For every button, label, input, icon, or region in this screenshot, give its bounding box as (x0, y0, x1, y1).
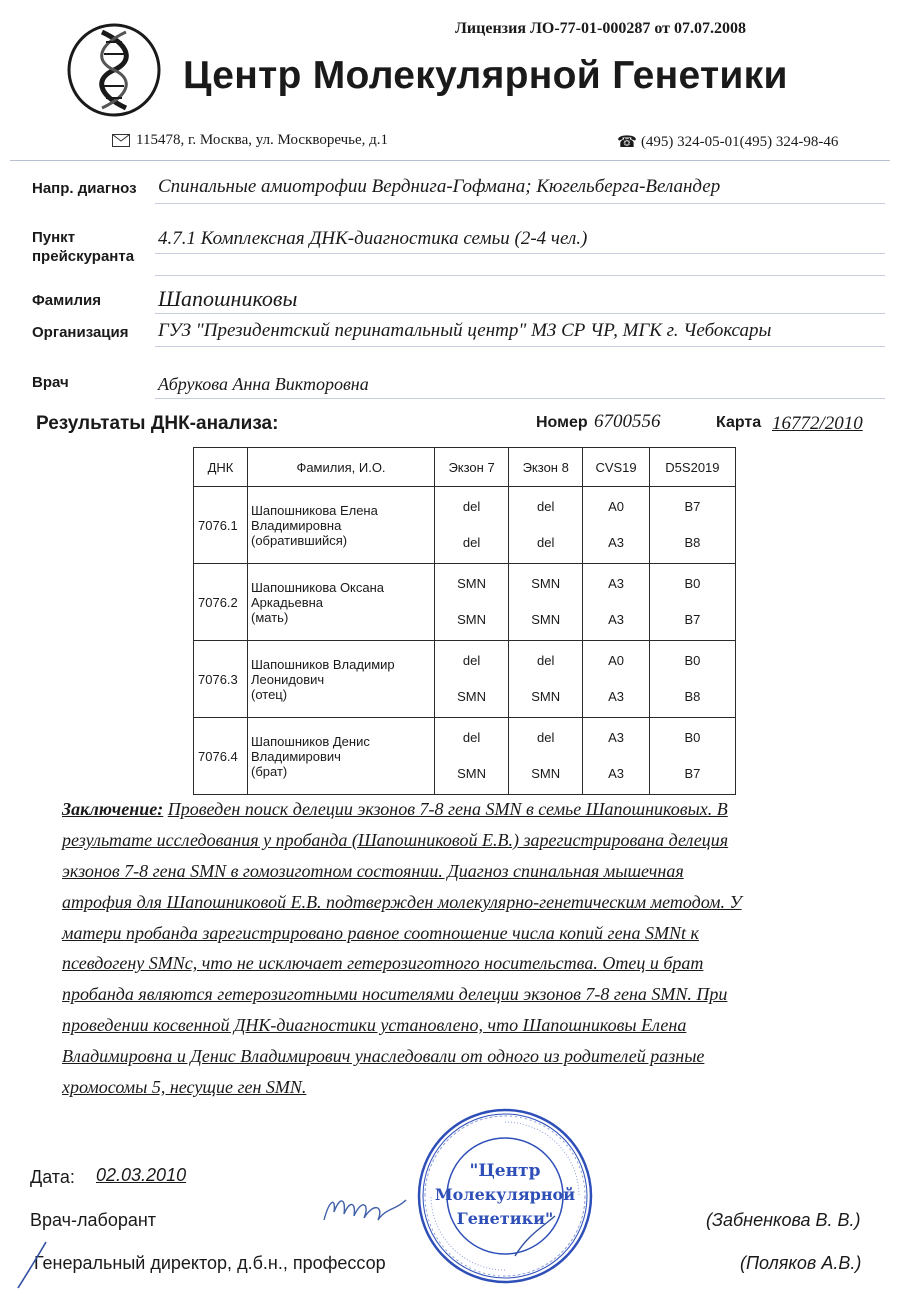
lab-doctor-label: Врач-лаборант (30, 1210, 157, 1230)
allele-value: A0 (608, 653, 624, 668)
name-cell (248, 564, 435, 641)
date-label: Дата: (30, 1167, 75, 1187)
allele-value: B7 (684, 499, 701, 514)
signature-mark (320, 1190, 410, 1230)
diagnosis-value: Спинальные амиотрофии Верднига-Гофмана; Кюгельберга-Веландер (158, 176, 721, 197)
price-item-underline-2 (155, 275, 885, 276)
name-line: Владимировна (251, 517, 342, 533)
allele-value: A0 (608, 499, 624, 514)
allele-value: SMN (457, 612, 487, 627)
allele-value: A3 (608, 730, 624, 745)
exon7-cell (435, 487, 509, 564)
price-item-value: 4.7.1 Комплексная ДНК-диагностика семьи (2-4 чел.) (158, 228, 588, 249)
allele-value: del (462, 653, 481, 668)
doctor-label: Врач (32, 374, 69, 391)
allele-value: B8 (684, 535, 701, 550)
allele-value: SMN (531, 766, 561, 781)
name-line: Владимирович (251, 748, 341, 764)
conclusion-line: пробанда являются гетерозиготными носителями делеции экзонов 7-8 гена SMN. При (62, 984, 728, 1005)
diagnosis-label: Напр. диагноз (32, 180, 137, 197)
number-label: Номер (536, 414, 588, 431)
doctor-value: Абрукова Анна Викторовна (158, 374, 369, 394)
allele-value: B7 (684, 766, 701, 781)
signature-stroke (12, 1240, 52, 1290)
allele-value: del (537, 730, 555, 745)
director-label: Генеральный директор, д.б.н., профессор (34, 1253, 386, 1273)
allele-value: A3 (608, 689, 624, 704)
exon7-cell (435, 641, 509, 718)
allele-value: A3 (608, 612, 624, 627)
surname-label: Фамилия (32, 292, 101, 309)
table-row (194, 641, 736, 718)
allele-value: B0 (684, 576, 701, 591)
name-line: Шапошников Денис (251, 733, 370, 749)
stamp-line-3: Генетики" (456, 1209, 554, 1228)
dnk-cell: 7076.4 (194, 718, 248, 795)
dnk-cell: 7076.2 (194, 564, 248, 641)
conclusion-line: Проведен поиск делеции экзонов 7-8 гена SMN в семье Шапошниковых. В (167, 799, 728, 819)
table-row (194, 564, 736, 641)
allele-value: A3 (608, 535, 624, 550)
name-line: Шапошникова Оксана (251, 579, 385, 595)
organization-label: Организация (32, 324, 129, 341)
d5s2019-cell (649, 487, 735, 564)
allele-value: del (462, 730, 481, 745)
envelope-icon (112, 134, 130, 147)
price-item-underline (155, 253, 885, 254)
allele-value: del (537, 653, 555, 668)
allele-value: SMN (531, 612, 561, 627)
allele-value: del (462, 499, 481, 514)
stamp-line-1: "Центр (469, 1161, 541, 1181)
round-stamp (415, 1106, 595, 1286)
col-header-exon7: Экзон 7 (435, 448, 509, 487)
organization-value: ГУЗ "Президентский перинатальный центр" МЗ СР ЧР, МГК г. Чебоксары (158, 320, 772, 341)
conclusion-line: проведении косвенной ДНК-диагностики установлено, что Шапошниковы Елена (62, 1015, 687, 1036)
d5s2019-cell (649, 641, 735, 718)
dnk-cell: 7076.1 (194, 487, 248, 564)
name-cell (248, 641, 435, 718)
exon8-cell (509, 718, 583, 795)
allele-value: B0 (684, 653, 701, 668)
dna-helix-logo (66, 22, 162, 118)
cvs19-cell (583, 641, 650, 718)
name-cell (248, 487, 435, 564)
col-header-dnk: ДНК (194, 448, 248, 487)
allele-value: del (537, 535, 555, 550)
stamp-line-2: Молекулярной (434, 1185, 576, 1204)
table-row (194, 718, 736, 795)
exon8-cell (509, 564, 583, 641)
allele-value: del (537, 499, 555, 514)
card-label: Карта (716, 414, 762, 431)
allele-value: SMN (531, 689, 561, 704)
conclusion (62, 794, 862, 1103)
exon8-cell (509, 487, 583, 564)
table-header-row (194, 448, 736, 487)
cvs19-cell (583, 718, 650, 795)
col-header-d5s2019: D5S2019 (649, 448, 735, 487)
allele-value: SMN (457, 766, 487, 781)
name-cell (248, 718, 435, 795)
organization-underline (155, 346, 885, 347)
org-title: Центр Молекулярной Генетики (183, 54, 788, 97)
exon7-cell (435, 718, 509, 795)
doctor-underline (155, 398, 885, 399)
name-line: (брат) (251, 763, 288, 779)
card-value: 16772/2010 (772, 413, 863, 434)
allele-value: B8 (684, 689, 701, 704)
conclusion-line: псевдогену SMNc, что не исключает гетерозиготного носительства. Отец и брат (62, 953, 704, 974)
allele-value: SMN (531, 576, 561, 591)
allele-value: B7 (684, 612, 701, 627)
cvs19-cell (583, 487, 650, 564)
number-value: 6700556 (594, 411, 661, 432)
allele-value: A3 (608, 576, 624, 591)
dnk-cell: 7076.3 (194, 641, 248, 718)
price-item-label-2: прейскуранта (32, 248, 135, 265)
conclusion-line: Владимировна и Денис Владимирович унаследовали от одного из родителей разные (62, 1046, 705, 1067)
col-header-name: Фамилия, И.О. (248, 448, 435, 487)
allele-value: SMN (457, 689, 487, 704)
conclusion-line: хромосомы 5, несущие ген SMN. (62, 1077, 307, 1098)
allele-value: B0 (684, 730, 701, 745)
col-header-cvs19: CVS19 (583, 448, 650, 487)
phones (617, 132, 838, 152)
allele-value: SMN (457, 576, 487, 591)
allele-value: A3 (608, 766, 624, 781)
telephone-icon: ☎ (617, 134, 637, 151)
d5s2019-cell (649, 564, 735, 641)
address (112, 132, 388, 149)
name-line: Шапошников Владимир (251, 656, 395, 672)
name-line: Леонидович (251, 671, 325, 687)
name-line: (отец) (251, 686, 288, 702)
surname-underline (155, 313, 885, 314)
col-header-exon8: Экзон 8 (509, 448, 583, 487)
date-value: 02.03.2010 (96, 1165, 187, 1185)
exon8-cell (509, 641, 583, 718)
dna-results-table (193, 447, 736, 795)
name-line: Аркадьевна (251, 594, 324, 610)
name-line: (мать) (251, 609, 289, 625)
table-row (194, 487, 736, 564)
conclusion-line: матери пробанда зарегистрировано равное соотношение числа копий гена SMNt к (62, 922, 699, 943)
director-name: (Поляков А.В.) (740, 1253, 862, 1273)
price-item-label-1: Пункт (32, 229, 76, 246)
lab-doctor-name: (Забненкова В. В.) (706, 1210, 861, 1230)
conclusion-label: Заключение: (62, 799, 164, 819)
exon7-cell (435, 564, 509, 641)
name-line: (обратившийся) (251, 532, 348, 548)
address-text: 115478, г. Москва, ул. Москворечье, д.1 (136, 132, 389, 148)
phones-text: (495) 324-05-01(495) 324-98-46 (640, 133, 839, 150)
diagnosis-underline (155, 203, 885, 204)
results-title: Результаты ДНК-анализа: (36, 413, 279, 434)
surname-value: Шапошниковы (158, 286, 298, 311)
license-number: Лицензия ЛО-77-01-000287 от 07.07.2008 (455, 20, 746, 37)
conclusion-line: результате исследования у пробанда (Шапошниковой Е.В.) зарегистрирована делеция (62, 829, 729, 850)
cvs19-cell (583, 564, 650, 641)
header-divider (10, 160, 890, 161)
conclusion-line: экзонов 7-8 гена SMN в гомозиготном состоянии. Диагноз спинальная мышечная (62, 860, 684, 881)
allele-value: del (462, 535, 481, 550)
name-line: Шапошникова Елена (251, 502, 378, 518)
conclusion-line: атрофия для Шапошниковой Е.В. подтвержден молекулярно-генетическим методом. У (62, 891, 742, 912)
d5s2019-cell (649, 718, 735, 795)
